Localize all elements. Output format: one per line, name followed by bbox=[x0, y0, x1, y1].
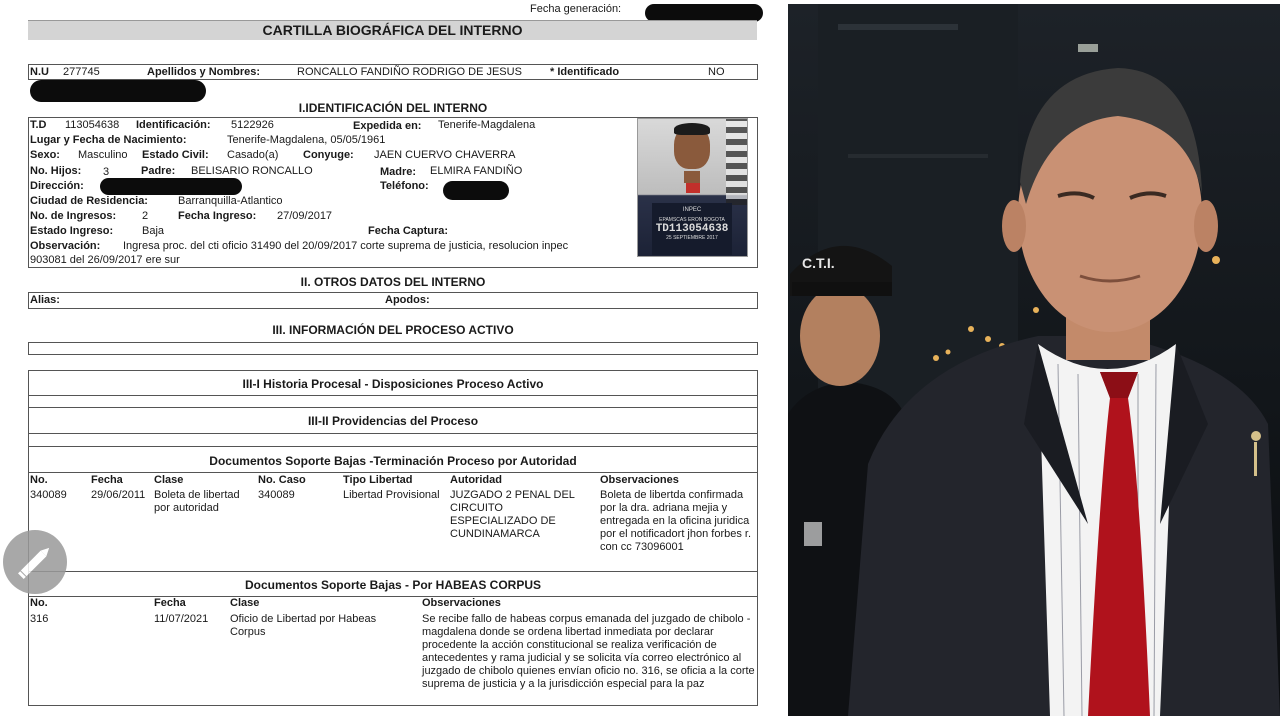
nu-label: N.U bbox=[30, 66, 49, 78]
father-value: BELISARIO RONCALLO bbox=[191, 165, 313, 177]
providencias-title: III-II Providencias del Proceso bbox=[307, 414, 479, 428]
shirt-collar bbox=[686, 183, 700, 193]
civil-status-value: Casado(a) bbox=[227, 149, 279, 161]
address-label: Dirección: bbox=[30, 180, 84, 192]
col-header-class: Clase bbox=[154, 474, 184, 486]
habeas-col-header-class: Clase bbox=[230, 597, 260, 609]
children-value: 3 bbox=[103, 166, 110, 178]
active-process-box bbox=[28, 342, 758, 355]
divider bbox=[28, 446, 758, 447]
divider bbox=[28, 407, 758, 408]
authority-row-class: Boleta de libertad por autoridad bbox=[154, 489, 240, 514]
habeas-docs-title: Documentos Soporte Bajas - Por HABEAS CORPUS bbox=[244, 578, 542, 592]
redacted-address bbox=[100, 178, 242, 195]
id-label: Identificación: bbox=[136, 119, 211, 131]
names-value: RONCALLO FANDIÑO RODRIGO DE JESUS bbox=[297, 66, 522, 78]
identified-label: * Identificado bbox=[550, 66, 620, 78]
habeas-col-header-observations: Observaciones bbox=[422, 597, 501, 609]
issued-value: Tenerife-Magdalena bbox=[438, 119, 536, 131]
authority-row-observations: Boleta de libertda confirmada por la dra. adriana mejia y entregada en la oficina juridica por el notificadort jhon forbes r. con cc 73096001 bbox=[600, 489, 752, 553]
phone-label: Teléfono: bbox=[380, 180, 429, 192]
id-value: 5122926 bbox=[231, 119, 274, 131]
divider bbox=[28, 433, 758, 434]
mother-label: Madre: bbox=[380, 166, 417, 178]
habeas-row-class: Oficio de Libertad por Habeas Corpus bbox=[230, 613, 377, 638]
identified-value: NO bbox=[708, 66, 725, 78]
td-label: T.D bbox=[30, 119, 47, 131]
divider bbox=[28, 596, 758, 597]
section-identification-title: I.IDENTIFICACIÓN DEL INTERNO bbox=[298, 101, 488, 115]
alias-label: Alias: bbox=[30, 294, 60, 306]
habeas-col-header-date: Fecha bbox=[154, 597, 186, 609]
birthplace-label: Lugar y Fecha de Nacimiento: bbox=[30, 134, 187, 146]
mother-value: ELMIRA FANDIÑO bbox=[430, 165, 523, 177]
names-label: Apellidos y Nombres: bbox=[147, 66, 261, 78]
authority-row-no: 340089 bbox=[30, 489, 67, 501]
col-header-liberty-type: Tipo Libertad bbox=[343, 474, 413, 486]
col-header-case: No. Caso bbox=[258, 474, 306, 486]
authority-row-liberty-type: Libertad Provisional bbox=[343, 489, 440, 501]
admission-status-label: Estado Ingreso: bbox=[30, 225, 114, 237]
nu-value: 277745 bbox=[63, 66, 100, 78]
news-photo bbox=[788, 4, 1280, 716]
pencil-icon bbox=[3, 530, 67, 594]
edit-button[interactable] bbox=[3, 530, 67, 594]
mugshot-photo bbox=[637, 118, 748, 257]
cap-text: C.T.I. bbox=[802, 255, 835, 271]
board-label: INPEC bbox=[682, 207, 702, 213]
sex-value: Masculino bbox=[78, 149, 128, 161]
generation-date-label: Fecha generación: bbox=[530, 3, 622, 15]
habeas-row-no: 316 bbox=[30, 613, 49, 625]
divider bbox=[28, 395, 758, 396]
neck bbox=[684, 171, 700, 183]
board-place: EPAMSCAS ERON BOGOTA bbox=[659, 217, 725, 223]
photo-scene bbox=[788, 4, 1280, 716]
father-label: Padre: bbox=[141, 165, 176, 177]
observation-label: Observación: bbox=[30, 240, 101, 252]
birthplace-value: Tenerife-Magdalena, 05/05/1961 bbox=[227, 134, 386, 146]
habeas-row-observations: Se recibe fallo de habeas corpus emanada del juzgado de chibolo - magdalena donde se ordena libertad inmediata por declarar procedente la acción constitucional se realiza verificación de antecedentes y rama judicial y se solicita vía correo electrónico al juzgado de chibolo quienes envían oficio no. 316, se oficia a la corte suprema de justicia y a la jurisdicción especial para la paz bbox=[422, 613, 755, 690]
admission-date-label: Fecha Ingreso: bbox=[178, 210, 257, 222]
section-other-data-title: II. OTROS DATOS DEL INTERNO bbox=[300, 275, 486, 289]
children-label: No. Hijos: bbox=[30, 165, 82, 177]
issued-label: Expedida en: bbox=[353, 120, 422, 132]
col-header-no: No. bbox=[30, 474, 48, 486]
spouse-label: Conyuge: bbox=[303, 149, 354, 161]
admissions-value: 2 bbox=[142, 210, 149, 222]
board-date: 25 SEPTIEMBRE 2017 bbox=[666, 235, 718, 241]
board-td-number: TD113054638 bbox=[655, 223, 729, 235]
city-label: Ciudad de Residencia: bbox=[30, 195, 148, 207]
habeas-row-date: 11/07/2021 bbox=[154, 613, 209, 625]
title-bar bbox=[28, 20, 757, 40]
observation-line-2: 903081 del 26/09/2017 ere sur bbox=[30, 254, 180, 266]
col-header-date: Fecha bbox=[91, 474, 123, 486]
authority-row-authority: JUZGADO 2 PENAL DEL CIRCUITO ESPECIALIZADO DE CUNDINAMARCA bbox=[450, 489, 575, 540]
document-title: CARTILLA BIOGRÁFICA DEL INTERNO bbox=[262, 22, 523, 38]
authority-docs-title: Documentos Soporte Bajas -Terminación Proceso por Autoridad bbox=[209, 454, 577, 468]
divider bbox=[28, 472, 758, 473]
redacted-field bbox=[30, 80, 206, 102]
sex-label: Sexo: bbox=[30, 149, 60, 161]
divider bbox=[28, 571, 758, 572]
height-chart bbox=[726, 119, 748, 205]
section-active-process-title: III. INFORMACIÓN DEL PROCESO ACTIVO bbox=[272, 323, 514, 337]
civil-status-label: Estado Civil: bbox=[142, 149, 209, 161]
habeas-col-header-no: No. bbox=[30, 597, 48, 609]
hair bbox=[674, 123, 710, 135]
redacted-phone bbox=[443, 181, 509, 200]
observation-line-1: Ingresa proc. del cti oficio 31490 del 20/09/2017 corte suprema de justicia, resolucion inpec bbox=[123, 240, 569, 252]
col-header-authority: Autoridad bbox=[450, 474, 502, 486]
td-value: 113054638 bbox=[65, 119, 120, 131]
capture-date-label: Fecha Captura: bbox=[368, 225, 449, 237]
admissions-label: No. de Ingresos: bbox=[30, 210, 117, 222]
admission-status-value: Baja bbox=[142, 225, 165, 237]
col-header-observations: Observaciones bbox=[600, 474, 679, 486]
admission-date-value: 27/09/2017 bbox=[277, 210, 333, 222]
nicknames-label: Apodos: bbox=[385, 294, 430, 306]
authority-row-case: 340089 bbox=[258, 489, 295, 501]
city-value: Barranquilla-Atlantico bbox=[178, 195, 283, 207]
authority-row-date: 29/06/2011 bbox=[91, 489, 146, 501]
history-title: III-I Historia Procesal - Disposiciones Proceso Activo bbox=[242, 377, 544, 391]
spouse-value: JAEN CUERVO CHAVERRA bbox=[374, 149, 516, 161]
id-board bbox=[652, 203, 732, 255]
